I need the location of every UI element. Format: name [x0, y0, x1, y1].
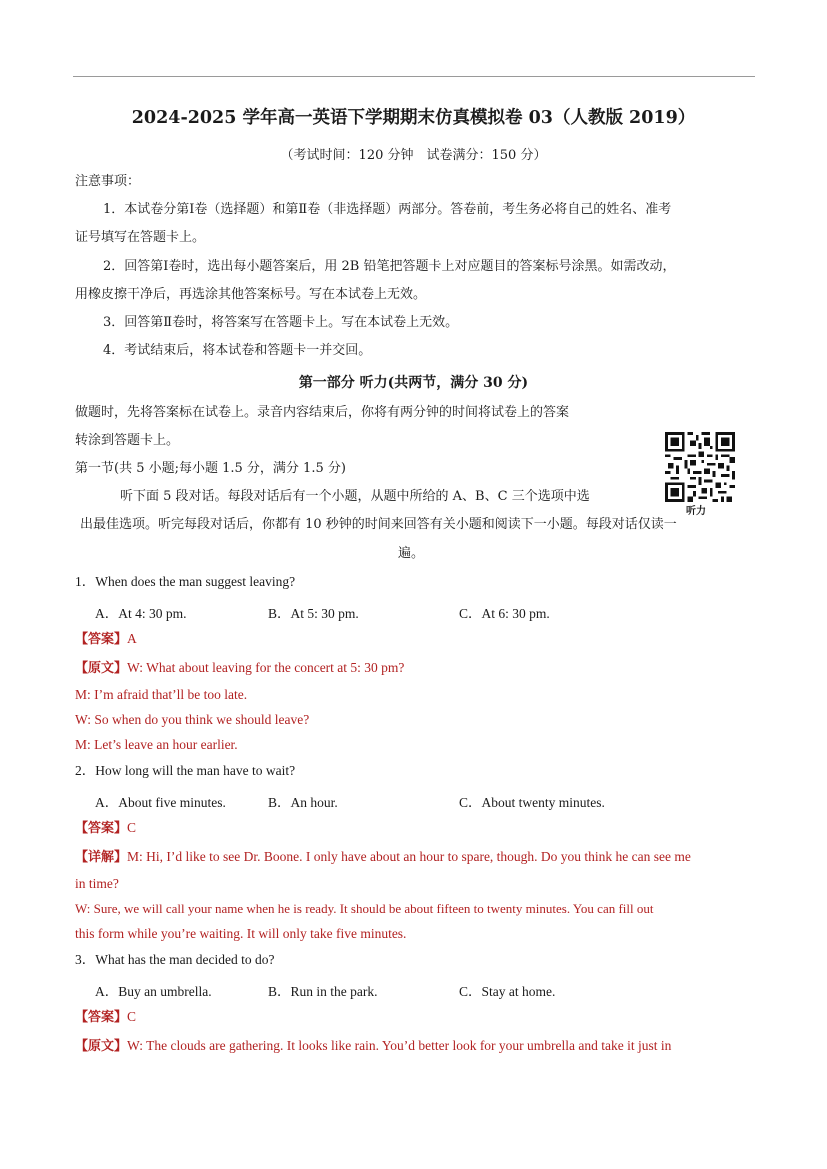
transcript-text: W: The clouds are gathering. It looks like rain. You’d better look for your umbrella and take it just in — [127, 1038, 672, 1053]
answer-label: 【答案】 — [75, 821, 128, 836]
transcript-text: W: What about leaving for the concert at 5: 30 pm? — [127, 660, 405, 675]
transcript-label: 【原文】 — [75, 1039, 128, 1054]
note-2-line-2: 用橡皮擦干净后，再选涂其他答案标号。写在本试卷上无效。 — [75, 287, 427, 302]
answer-label: 【答案】 — [75, 1010, 128, 1025]
question-1-option-c: C．At 6: 30 pm. — [459, 606, 550, 621]
question-2-option-c: C．About twenty minutes. — [459, 795, 605, 810]
question-2-option-a: A．About five minutes. — [95, 795, 226, 810]
answer-value: C — [127, 1009, 137, 1024]
note-4: 4．考试结束后，将本试卷和答题卡一并交回。 — [103, 343, 372, 358]
question-2-transcript-line-4: this form while you’re waiting. It will only take five minutes. — [75, 926, 407, 941]
question-3-option-b: B．Run in the park. — [268, 984, 378, 999]
note-3: 3．回答第Ⅱ卷时，将答案写在答题卡上。写在本试卷上无效。 — [103, 315, 459, 330]
question-2-transcript-line-3: W: Sure, we will call your name when he is ready. It should be about fifteen to twenty minutes. You can fill out — [75, 901, 654, 916]
question-1-stem: 1．When does the man suggest leaving? — [75, 574, 296, 589]
question-1-option-b: B．At 5: 30 pm. — [268, 606, 359, 621]
question-1-transcript-line-1 — [75, 659, 404, 678]
note-1-line-2: 证号填写在答题卡上。 — [75, 230, 206, 245]
question-3-option-a: A．Buy an umbrella. — [95, 984, 212, 999]
note-1-line-1: 1．本试卷分第Ⅰ卷（选择题）和第Ⅱ卷（非选择题）两部分。答卷前，考生务必将自己的姓名、准考 — [103, 202, 672, 217]
question-1-answer — [75, 630, 137, 649]
question-1-option-a: A．At 4: 30 pm. — [95, 606, 187, 621]
question-1-transcript-line-3: W: So when do you think we should leave? — [75, 712, 310, 727]
question-3-stem: 3．What has the man decided to do? — [75, 952, 275, 967]
transcript-text: M: Hi, I’d like to see Dr. Boone. I only have about an hour to spare, though. Do you think he can see me — [127, 849, 691, 864]
question-2-transcript-line-1 — [75, 848, 691, 867]
question-3-option-c: C．Stay at home. — [459, 984, 556, 999]
answer-label: 【答案】 — [75, 632, 128, 647]
qr-code-icon[interactable] — [665, 432, 735, 502]
answer-value: C — [127, 820, 137, 835]
listening-instruction-line-1: 听下面 5 段对话。每段对话后有一个小题，从题中所给的 A、B、C 三个选项中选 — [120, 489, 590, 504]
question-2-stem: 2．How long will the man have to wait? — [75, 763, 296, 778]
exam-subtitle: （考试时间：120 分钟 试卷满分：150 分） — [280, 148, 547, 163]
answer-value: A — [127, 631, 137, 646]
question-3-answer — [75, 1008, 136, 1027]
transcript-label: 【原文】 — [75, 661, 128, 676]
listening-instruction-line-3: 遍。 — [398, 546, 425, 561]
question-2-answer — [75, 819, 136, 838]
notes-heading: 注意事项： — [75, 174, 141, 189]
note-2-line-1: 2．回答第Ⅰ卷时，选出每小题答案后，用 2B 铅笔把答题卡上对应题目的答案标号涂黑。如需改动， — [103, 259, 676, 274]
qr-caption: 听力 — [686, 506, 706, 517]
question-2-option-b: B．An hour. — [268, 795, 338, 810]
listening-instruction-line-2: 出最佳选项。听完每段对话后，你都有 10 秒钟的时间来回答有关小题和阅读下一小题。每段对话仅读一 — [80, 517, 677, 532]
part-1-intro-line-2: 转涂到答题卡上。 — [75, 433, 180, 448]
question-1-transcript-line-2: M: I’m afraid that’ll be too late. — [75, 687, 248, 702]
part-1-title: 第一部分 听力(共两节，满分 30 分) — [298, 375, 529, 391]
transcript-label: 【详解】 — [75, 850, 128, 865]
question-2-transcript-line-2: in time? — [75, 876, 119, 891]
question-1-transcript-line-4: M: Let’s leave an hour earlier. — [75, 737, 238, 752]
top-rule — [73, 76, 755, 77]
section-1-heading: 第一节(共 5 小题;每小题 1.5 分，满分 1.5 分) — [75, 461, 346, 476]
exam-title: 2024-2025 学年高一英语下学期期末仿真模拟卷 03（人教版 2019） — [131, 108, 696, 128]
question-3-transcript-line-1 — [75, 1037, 671, 1056]
part-1-intro-line-1: 做题时，先将答案标在试卷上。录音内容结束后，你将有两分钟的时间将试卷上的答案 — [75, 405, 570, 420]
